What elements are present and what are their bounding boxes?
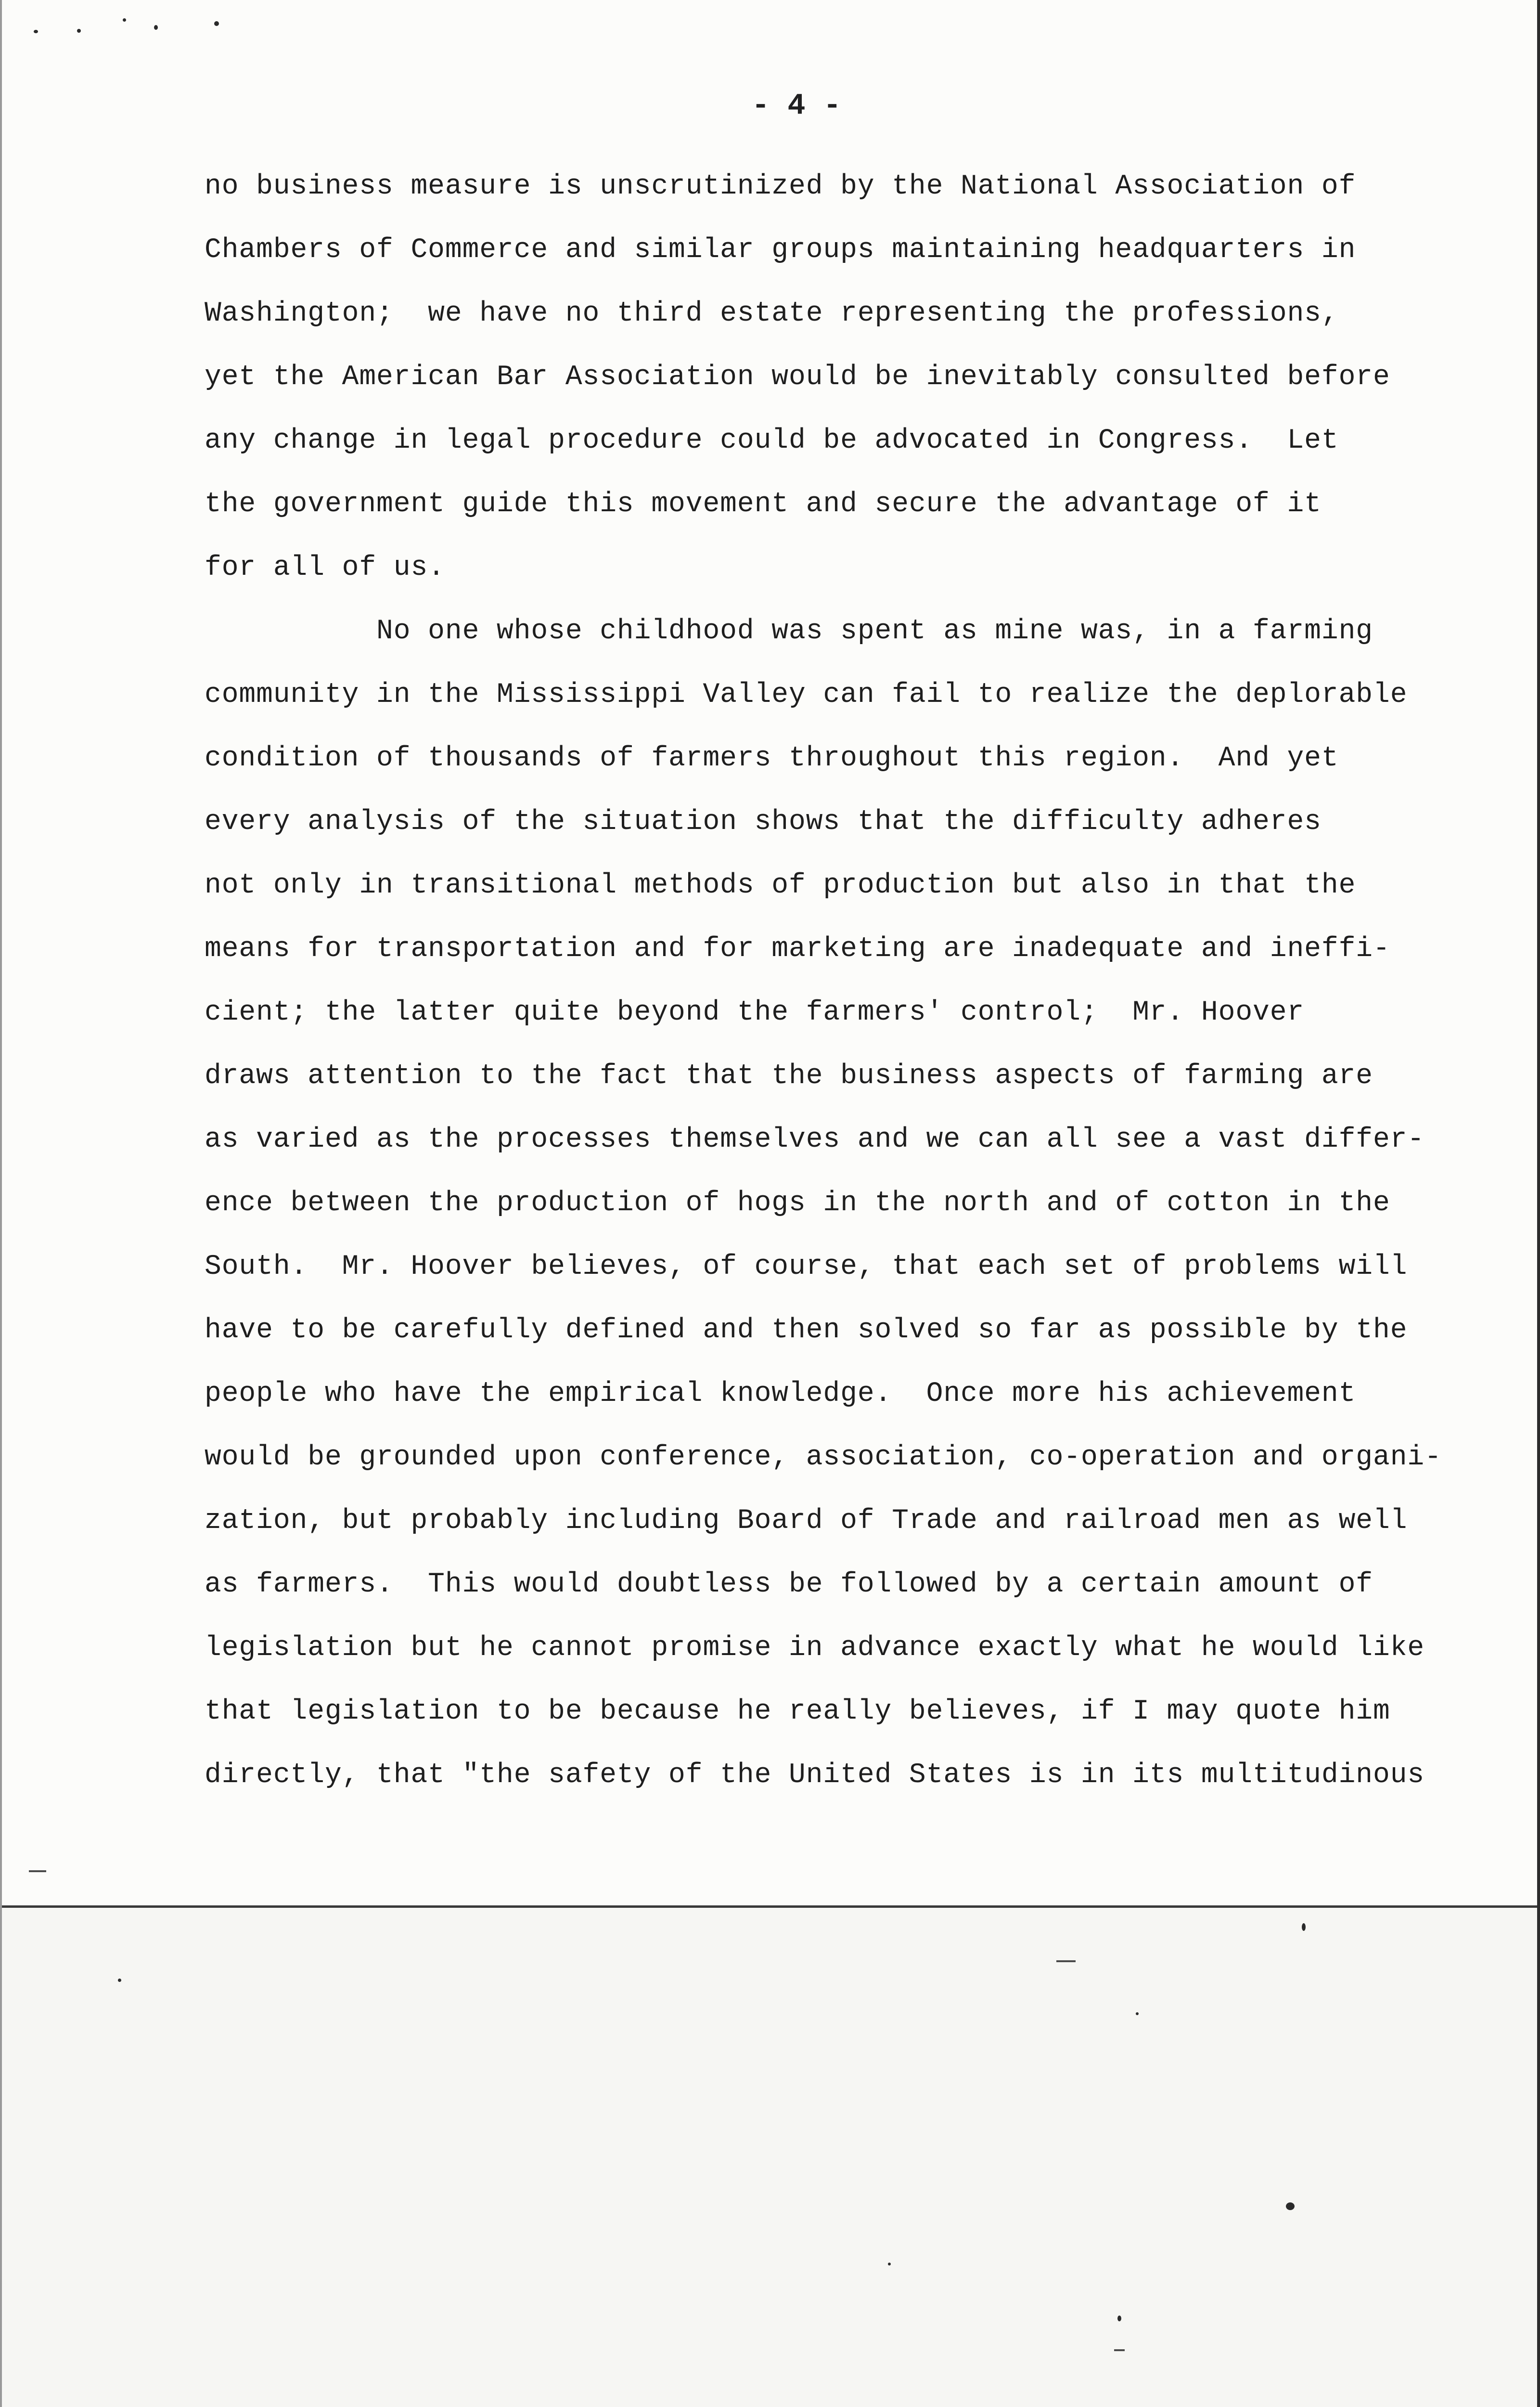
text-line: not only in transitional methods of production but also in that the bbox=[205, 870, 1356, 901]
text-line: any change in legal procedure could be advocated in Congress. Let bbox=[205, 425, 1339, 456]
text-line: condition of thousands of farmers throughout this region. And yet bbox=[205, 743, 1339, 774]
text-line: directly, that "the safety of the United States is in its multitudinous bbox=[205, 1760, 1425, 1791]
text-line: no business measure is unscrutinized by the National Association of bbox=[205, 171, 1356, 202]
scan-speck bbox=[1286, 2202, 1295, 2210]
scan-mark bbox=[1056, 1960, 1076, 1962]
text-line: that legislation to be because he really believes, if I may quote him bbox=[205, 1696, 1390, 1727]
scan-speck bbox=[154, 25, 158, 30]
scan-mark bbox=[29, 1870, 46, 1872]
text-line: community in the Mississippi Valley can fail to realize the deplorable bbox=[205, 679, 1408, 711]
page-number: - 4 - bbox=[751, 89, 842, 123]
scan-speck bbox=[1136, 2012, 1139, 2015]
text-line: yet the American Bar Association would be inevitably consulted before bbox=[205, 362, 1390, 393]
text-line: ence between the production of hogs in the north and of cotton in the bbox=[205, 1188, 1390, 1219]
scan-mark bbox=[1114, 2349, 1125, 2351]
text-line: zation, but probably including Board of Trade and railroad men as well bbox=[205, 1505, 1408, 1537]
text-line: cient; the latter quite beyond the farmers' control; Mr. Hoover bbox=[205, 997, 1305, 1028]
scan-speck bbox=[123, 18, 126, 22]
text-line: Chambers of Commerce and similar groups maintaining headquarters in bbox=[205, 234, 1356, 266]
text-line: the government guide this movement and secure the advantage of it bbox=[205, 489, 1322, 520]
left-edge bbox=[0, 0, 2, 2407]
text-line: No one whose childhood was spent as mine was, in a farming bbox=[205, 616, 1373, 647]
scan-speck bbox=[34, 30, 38, 33]
text-line: legislation but he cannot promise in advance exactly what he would like bbox=[205, 1632, 1425, 1664]
scan-speck bbox=[118, 1979, 121, 1982]
scan-speck bbox=[214, 21, 219, 26]
scan-speck bbox=[888, 2263, 891, 2265]
text-line: have to be carefully defined and then solved so far as possible by the bbox=[205, 1315, 1408, 1346]
sheet-edge-line bbox=[0, 1905, 1540, 1908]
text-line: for all of us. bbox=[205, 552, 445, 583]
backing-sheet bbox=[0, 1906, 1540, 2407]
text-line: South. Mr. Hoover believes, of course, that each set of problems will bbox=[205, 1251, 1408, 1282]
scan-speck bbox=[1117, 2316, 1121, 2321]
text-line: means for transportation and for marketing are inadequate and ineffi- bbox=[205, 933, 1390, 965]
text-line: would be grounded upon conference, association, co-operation and organi- bbox=[205, 1442, 1442, 1473]
scan-speck bbox=[1302, 1923, 1306, 1931]
text-line: as varied as the processes themselves and we can all see a vast differ- bbox=[205, 1124, 1425, 1155]
scan-speck bbox=[77, 29, 81, 33]
typewritten-text bbox=[205, 155, 1523, 1807]
text-line: Washington; we have no third estate representing the professions, bbox=[205, 298, 1339, 329]
text-line: draws attention to the fact that the business aspects of farming are bbox=[205, 1061, 1373, 1092]
text-line: every analysis of the situation shows that the difficulty adheres bbox=[205, 806, 1322, 838]
text-line: as farmers. This would doubtless be followed by a certain amount of bbox=[205, 1569, 1373, 1600]
right-edge bbox=[1537, 0, 1540, 2407]
text-line: people who have the empirical knowledge. Once more his achievement bbox=[205, 1378, 1356, 1410]
